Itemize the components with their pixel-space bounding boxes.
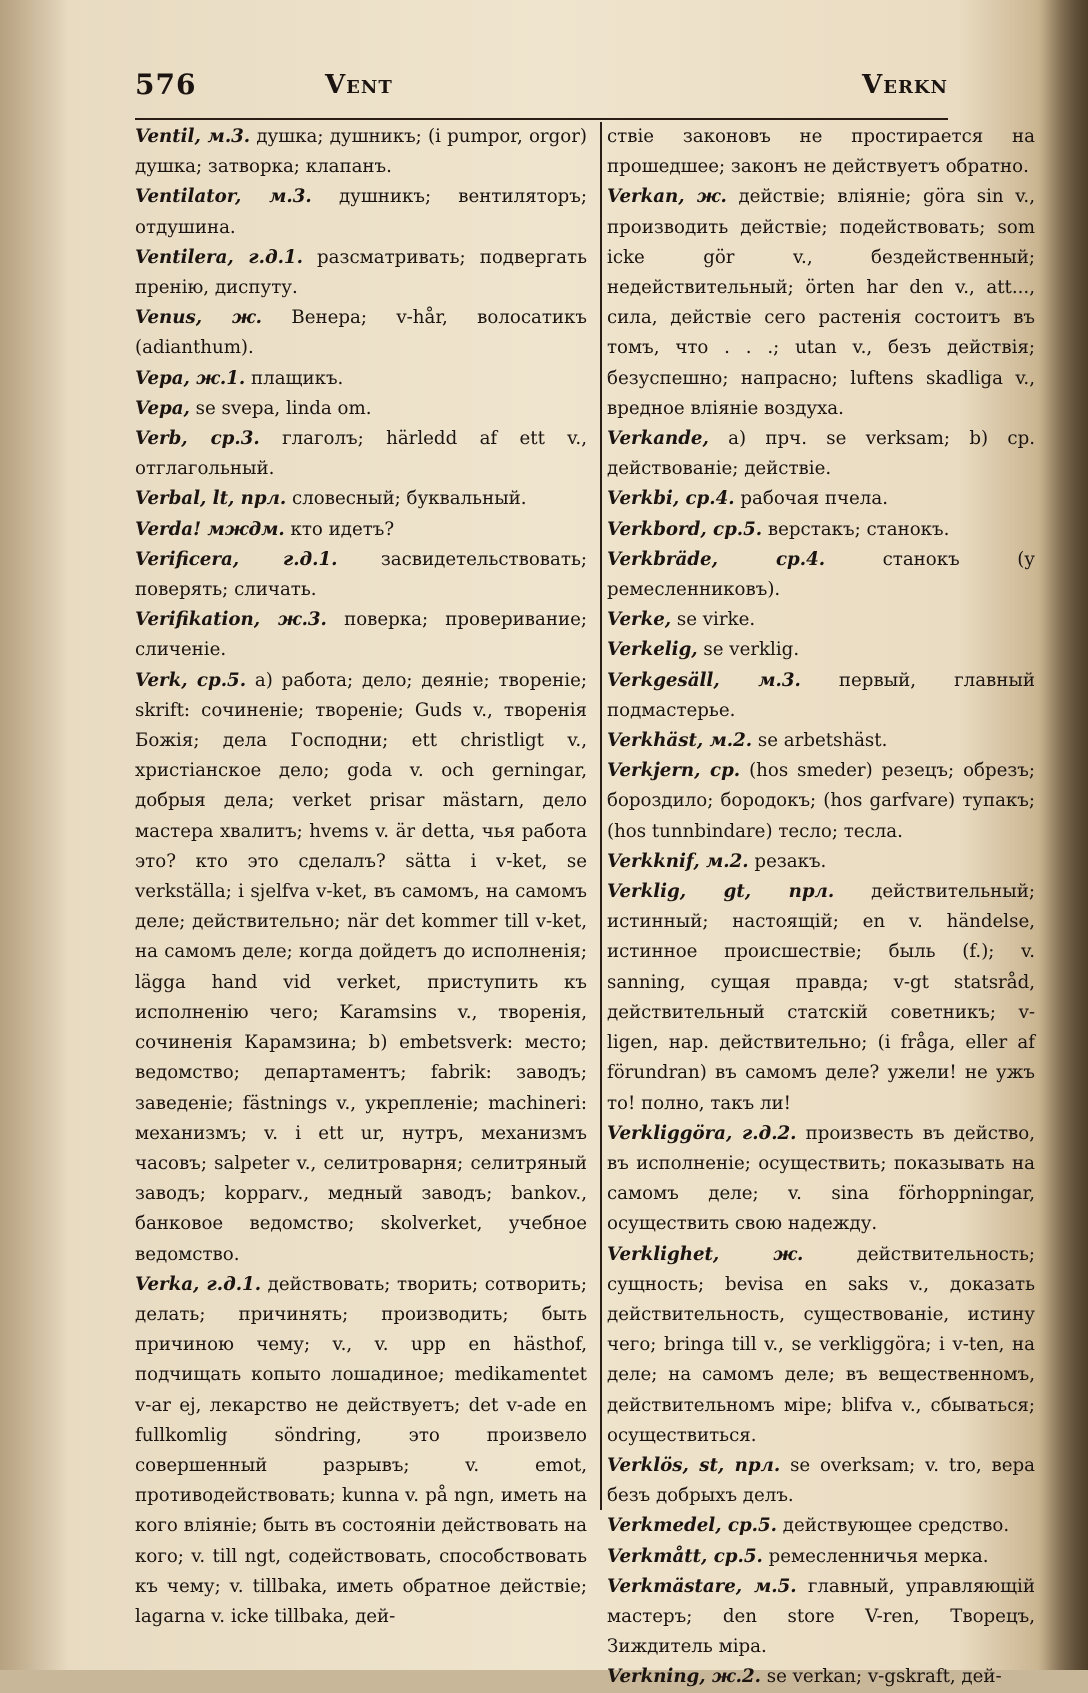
entry-definition: se svepa, linda om. (189, 397, 372, 419)
entry-headword: Verkelig, (607, 639, 698, 661)
entry-headword: Verklig, gt, прл. (607, 881, 835, 903)
entry-headword: Verkgesäll, м.3. (607, 669, 801, 691)
dictionary-entry (607, 605, 1035, 635)
left-column (135, 122, 587, 1632)
dictionary-entry (135, 182, 587, 242)
entry-headword: Verkmått, ср.5. (607, 1545, 763, 1567)
entry-headword: Verkmästare, м.5. (607, 1575, 797, 1597)
dictionary-entry (607, 1119, 1035, 1240)
dictionary-entry (607, 424, 1035, 484)
entry-definition: глаголъ; härledd af ett v., отглагольный. (135, 428, 587, 480)
dictionary-entry (607, 1542, 1035, 1572)
dictionary-entry (607, 847, 1035, 877)
entry-definition: se virke. (671, 609, 756, 631)
entry-headword: Verifikation, ж.3. (135, 609, 327, 631)
dictionary-entry (135, 364, 587, 394)
entry-headword: Verkan, ж. (607, 186, 727, 208)
dictionary-entry (607, 1511, 1035, 1541)
entry-headword: Verb, ср.3. (135, 428, 260, 450)
dictionary-entry (607, 1451, 1035, 1511)
entry-headword: Ventil, м.3. (135, 126, 251, 147)
entry-headword: Verda! мждм. (135, 518, 285, 540)
gutter-shadow (0, 0, 70, 1670)
entry-definition: резакъ. (748, 850, 827, 872)
column-divider (600, 122, 602, 1510)
entry-headword: Vepa, (135, 397, 190, 419)
entry-headword: Verka, г.д.1. (135, 1273, 262, 1295)
dictionary-entry (135, 484, 587, 514)
entry-headword: Ventilera, г.д.1. (135, 246, 303, 268)
entry-definition: душникъ; вентиляторъ; отдушина. (135, 186, 587, 238)
dictionary-entry (607, 756, 1035, 847)
entry-headword: Verkhäst, м.2. (607, 730, 753, 752)
dictionary-entry (135, 424, 587, 484)
entry-headword: Vepa, ж.1. (135, 367, 246, 389)
entry-definition: Венера; v-hår, волосатикъ (adianthum). (135, 307, 587, 359)
entry-headword: Verke, (607, 609, 672, 631)
dictionary-entry (607, 877, 1035, 1119)
dictionary-entry (135, 243, 587, 303)
page-header (135, 68, 948, 108)
entry-headword: Verkjern, ср. (607, 760, 741, 782)
dictionary-entry (135, 1270, 587, 1632)
running-head-right: Verkn (862, 70, 948, 100)
dictionary-entry (135, 545, 587, 605)
entry-headword: Verkning, ж.2. (607, 1666, 761, 1688)
entry-definition: словесный; буквальный. (286, 488, 527, 510)
dictionary-entry (607, 726, 1035, 756)
dictionary-entry (607, 515, 1035, 545)
entry-definition: a) прч. se verksam; b) ср. действованіе; действіе. (607, 428, 1035, 480)
entry-headword: Verbal, lt, прл. (135, 488, 287, 510)
entry-definition: кто идетъ? (284, 518, 395, 540)
dictionary-entry (607, 666, 1035, 726)
entry-headword: Venus, ж. (135, 307, 263, 329)
dictionary-entry (607, 122, 1035, 182)
entry-headword: Verkknif, м.2. (607, 850, 749, 872)
entry-definition: станокъ (у ремесленниковъ). (607, 548, 1035, 601)
dictionary-entry (607, 1572, 1035, 1663)
dictionary-entry (607, 182, 1035, 424)
entry-definition: произвесть въ действо, въ исполненіе; осуществить; показывать на самомъ деле; v. sina förhoppningar, осуществить свою надежду. (607, 1122, 1035, 1235)
entry-definition: рабочая пчела. (734, 488, 888, 510)
entry-definition: разсматривать; подвергать пренію, диспуту. (135, 246, 587, 299)
entry-headword: Verklös, st, прл. (607, 1454, 781, 1476)
page-edge-shadow (1038, 0, 1088, 1670)
entry-headword: Verkbi, ср.4. (607, 488, 735, 510)
entry-headword: Verklighet, ж. (607, 1243, 804, 1265)
entry-definition: a) работа; дело; деяніе; твореніе; skrift: сочиненіе; твореніе; Guds v., творенія Божія; дела Господни; ett christligt v., христіанское дело; goda v. och gerningar, добрыя дела; verket prisar mästarn, дело мастера хвалитъ; hvems v. är detta, чья работа это? кто это сделалъ? sätta i v-ket, se verkställa; i sjelfva v-ket, въ самомъ, на самомъ деле; действительно; när det kommer till v-ket, на самомъ деле; когда дойдетъ до исполненія; lägga hand vid verket, приступить къ исполненію чего; Karamsins v., творенія, сочиненія Карамзина; b) embetsverk: место; ведомство; департаментъ; fabrik: заводъ; заведеніе; fästnings v., укрепленіе; machineri: механизмъ; v. i ett ur, нутръ, механизмъ часовъ; salpeter v., селитроварня; селитряный заводъ; kopparv., медный заводъ; bankov., банковое ведомство; skolverket, учебное ведомство. (135, 669, 587, 1265)
entry-headword: Verkbräde, ср.4. (607, 548, 826, 570)
right-column (607, 122, 1035, 1693)
dictionary-entry (607, 1662, 1035, 1692)
entry-definition: душка; душникъ; (i pumpor, orgor) душка; затворка; клапанъ. (135, 126, 588, 178)
entry-definition: se overksam; v. tro, вера безъ добрыхъ делъ. (607, 1454, 1035, 1507)
entry-definition: se verkan; v-gskraft, дей- (761, 1666, 1002, 1688)
header-rule (135, 118, 948, 120)
dictionary-entry (607, 635, 1035, 665)
entry-definition: засвидетельствовать; поверять; сличать. (135, 548, 587, 601)
entry-definition: действіе; вліяніе; göra sin v., производить действіе; подействовать; som icke gör v., бездейственный; недействительный; örten har den v., att..., сила, действіе сего растенія состоитъ въ томъ, что . . .; utan v., безъ действія; безуспешно; напрасно; luftens skadliga v., вредное вліяніе воздуха. (607, 186, 1035, 419)
entry-definition: действительный; истинный; настоящій; en v. händelse, истинное происшествіе; быль (f.); v. sanning, сущая правда; v-gt statsråd, действительный статскій советникъ; v-ligen, нар. действительно; (i fråga, eller af förundran) въ самомъ деле? ужели! не ужъ то! полно, такъ ли! (607, 881, 1035, 1114)
entry-definition: плащикъ. (245, 367, 344, 389)
entry-definition: se verklig. (697, 639, 800, 661)
entry-headword: Verkbord, ср.5. (607, 518, 763, 540)
page-number: 576 (135, 68, 197, 101)
dictionary-entry (135, 666, 587, 1270)
running-head-left: Vent (325, 70, 393, 100)
entry-headword: Verkmedel, ср.5. (607, 1515, 777, 1537)
dictionary-entry (135, 394, 587, 424)
dictionary-entry (135, 515, 587, 545)
entry-definition: поверка; проверивание; сличеніе. (135, 609, 587, 661)
entry-headword: Verkande, (607, 428, 709, 450)
entry-definition: действительность; сущность; bevisa en saks v., доказать действительность, существованіе, истину чего; bringa till v., se verkliggöra; i v-ten, на деле; на самомъ деле; въ вещественномъ, действительномъ міре; blifva v., сбываться; осуществиться. (607, 1243, 1035, 1446)
entry-definition: главный, управляющій мастеръ; den store V-ren, Творецъ, Зиждитель міра. (607, 1575, 1035, 1658)
entry-definition: ствіе законовъ не простирается на прошедшее; законъ не действуетъ обратно. (607, 126, 1035, 178)
dictionary-entry (607, 1240, 1035, 1451)
entry-headword: Ventilator, м.3. (135, 186, 312, 208)
entry-definition: действовать; творить; сотворить; делать; причинять; производить; быть причиною чему; v., v. upp en hästhof, подчищать копыто лошадиное; medikamentet v-ar ej, лекарство не действуетъ; det v-ade en fullkomlig söndring, это произвело совершенный разрывъ; v. emot, противодействовать; kunna v. på ngn, иметь на кого вліяніе; быть въ состояніи действовать на кого; v. till ngt, содействовать, способствовать къ чему; v. tillbaka, иметь обратное действіе; lagarna v. icke tillbaka, дей- (135, 1273, 587, 1627)
dictionary-entry (135, 303, 587, 363)
dictionary-entry (135, 122, 587, 182)
entry-definition: действующее средство. (776, 1515, 1010, 1537)
entry-headword: Verk, ср.5. (135, 669, 247, 691)
entry-headword: Verificera, г.д.1. (135, 548, 338, 570)
entry-definition: верстакъ; станокъ. (762, 518, 950, 540)
entry-definition: ремесленничья мерка. (762, 1545, 989, 1567)
entry-definition: (hos smeder) резецъ; обрезъ; бороздило; бородокъ; (hos garfvare) тупакъ; (hos tunnbindare) тесло; тесла. (607, 760, 1035, 842)
entry-definition: первый, главный подмастерье. (607, 669, 1035, 721)
dictionary-entry (607, 484, 1035, 514)
entry-headword: Verkliggöra, г.д.2. (607, 1122, 797, 1144)
dictionary-entry (135, 605, 587, 665)
entry-definition: se arbetshäst. (752, 730, 888, 752)
dictionary-entry (607, 545, 1035, 605)
